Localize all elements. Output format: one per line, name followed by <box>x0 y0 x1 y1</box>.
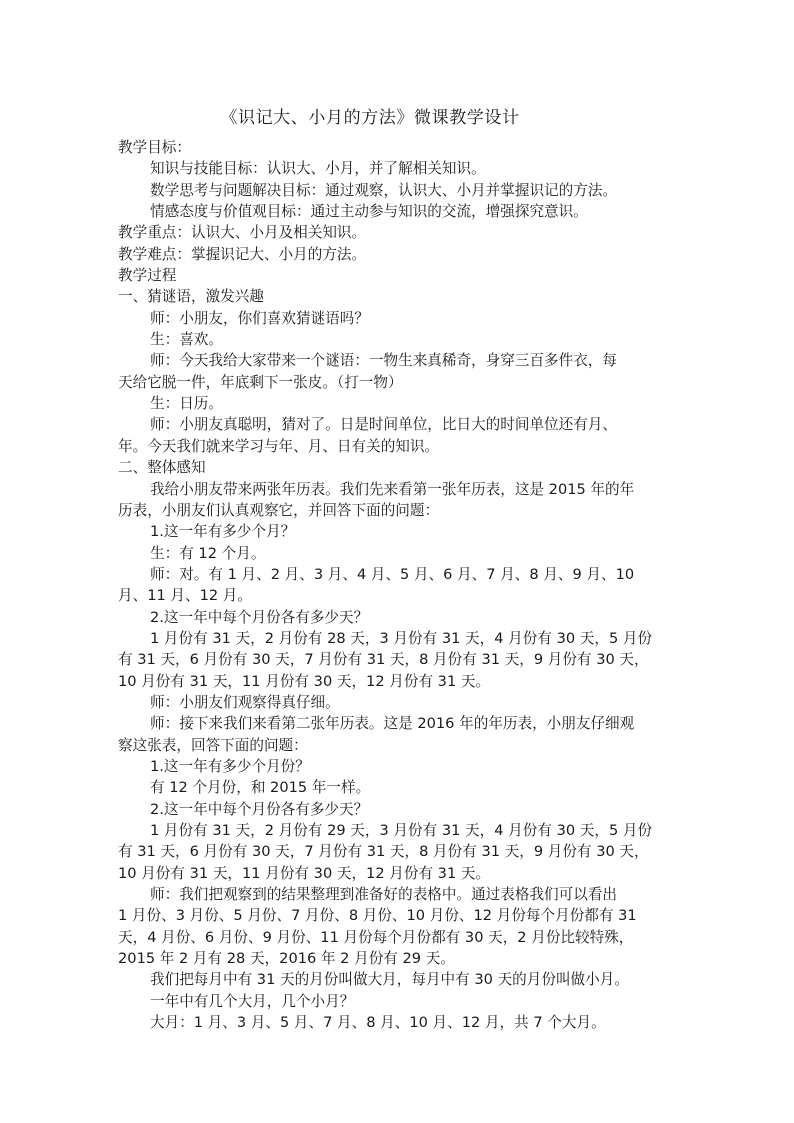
paragraph-line: 10 月份有 31 天，11 月份有 30 天，12 月份有 31 天。 <box>118 672 491 690</box>
paragraph-line: 有 12 个月份，和 2015 年一样。 <box>150 779 371 797</box>
paragraph-line: 年。今天我们就来学习与年、月、日有关的知识。 <box>118 437 440 455</box>
paragraph-line: 师：接下来我们来看第二张年历表。这是 2016 年的年历表，小朋友仔细观 <box>150 715 635 733</box>
paragraph-line: 1.这一年有多少个月份？ <box>150 757 310 775</box>
document-title: 《识记大、小月的方法》微课教学设计 <box>220 108 520 128</box>
paragraph-line: 师：我们把观察到的结果整理到准备好的表格中。通过表格我们可以看出 <box>150 886 618 904</box>
paragraph-line: 师：小朋友真聪明，猜对了。日是时间单位，比日大的时间单位还有月、 <box>150 416 618 434</box>
paragraph-line: 知识与技能目标：认识大、小月，并了解相关知识。 <box>150 160 486 178</box>
paragraph-line: 生：喜欢。 <box>150 331 223 349</box>
paragraph-line: 1 月份、3 月份、5 月份、7 月份、8 月份、10 月份、12 月份每个月份都有 31 <box>118 907 637 925</box>
paragraph-line: 一、猜谜语，激发兴趣 <box>118 288 264 306</box>
paragraph-line: 2015 年 2 月有 28 天，2016 年 2 月份有 29 天。 <box>118 950 455 968</box>
paragraph-line: 生：有 12 个月。 <box>150 544 266 562</box>
paragraph-line: 大月：1 月、3 月、5 月、7 月、8 月、10 月、12 月，共 7 个大月。 <box>150 1014 606 1032</box>
paragraph-line: 数学思考与问题解决目标：通过观察，认识大、小月并掌握识记的方法。 <box>150 181 618 199</box>
paragraph-line: 二、整体感知 <box>118 459 206 477</box>
paragraph-line: 生：日历。 <box>150 395 223 413</box>
paragraph-line: 师：小朋友们观察得真仔细。 <box>150 693 340 711</box>
paragraph-line: 历表，小朋友们认真观察它，并回答下面的问题： <box>118 501 440 519</box>
paragraph-line: 察这张表，回答下面的问题： <box>118 736 308 754</box>
paragraph-line: 一年中有几个大月，几个小月？ <box>150 992 355 1010</box>
paragraph-line: 师：对。有 1 月、2 月、3 月、4 月、5 月、6 月、7 月、8 月、9 月、10 <box>150 565 635 583</box>
document-body <box>118 137 678 1033</box>
paragraph-line: 师：今天我给大家带来一个谜语：一物生来真稀奇，身穿三百多件衣，每 <box>150 352 618 370</box>
paragraph-line: 月、11 月、12 月。 <box>118 587 252 605</box>
paragraph-line: 教学目标： <box>118 139 191 156</box>
paragraph-line: 2.这一年中每个月份各有多少天？ <box>150 800 369 818</box>
paragraph-line: 有 31 天，6 月份有 30 天，7 月份有 31 天，8 月份有 31 天，9 月份有 30 天， <box>118 651 649 669</box>
paragraph-line: 师：小朋友，你们喜欢猜谜语吗？ <box>150 309 369 327</box>
paragraph-line: 天给它脱一件，年底剩下一张皮。（打一物） <box>118 373 403 391</box>
paragraph-line: 10 月份有 31 天，11 月份有 30 天，12 月份有 31 天。 <box>118 864 491 882</box>
paragraph-line: 1 月份有 31 天，2 月份有 29 天，3 月份有 31 天，4 月份有 30 天，5 月份 <box>150 822 653 839</box>
paragraph-line: 教学重点：认识大、小月及相关知识。 <box>118 224 367 242</box>
paragraph-line: 我们把每月中有 31 天的月份叫做大月，每月中有 30 天的月份叫做小月。 <box>150 971 629 989</box>
paragraph-line: 1.这一年有多少个月？ <box>150 523 296 541</box>
paragraph-line: 有 31 天，6 月份有 30 天，7 月份有 31 天，8 月份有 31 天，9 月份有 30 天， <box>118 843 649 861</box>
paragraph-line: 教学过程 <box>118 267 177 285</box>
paragraph-line: 2.这一年中每个月份各有多少天？ <box>150 608 369 626</box>
paragraph-line: 教学难点：掌握识记大、小月的方法。 <box>118 245 367 263</box>
paragraph-line: 我给小朋友带来两张年历表。我们先来看第一张年历表，这是 2015 年的年 <box>150 480 635 498</box>
paragraph-line: 情感态度与价值观目标：通过主动参与知识的交流，增强探究意识。 <box>150 203 588 221</box>
paragraph-line: 1 月份有 31 天，2 月份有 28 天，3 月份有 31 天，4 月份有 30 天，5 月份 <box>150 629 653 647</box>
paragraph-line: 天，4 月份、6 月份、9 月份、11 月份每个月份都有 30 天，2 月份比较特殊， <box>118 928 634 946</box>
